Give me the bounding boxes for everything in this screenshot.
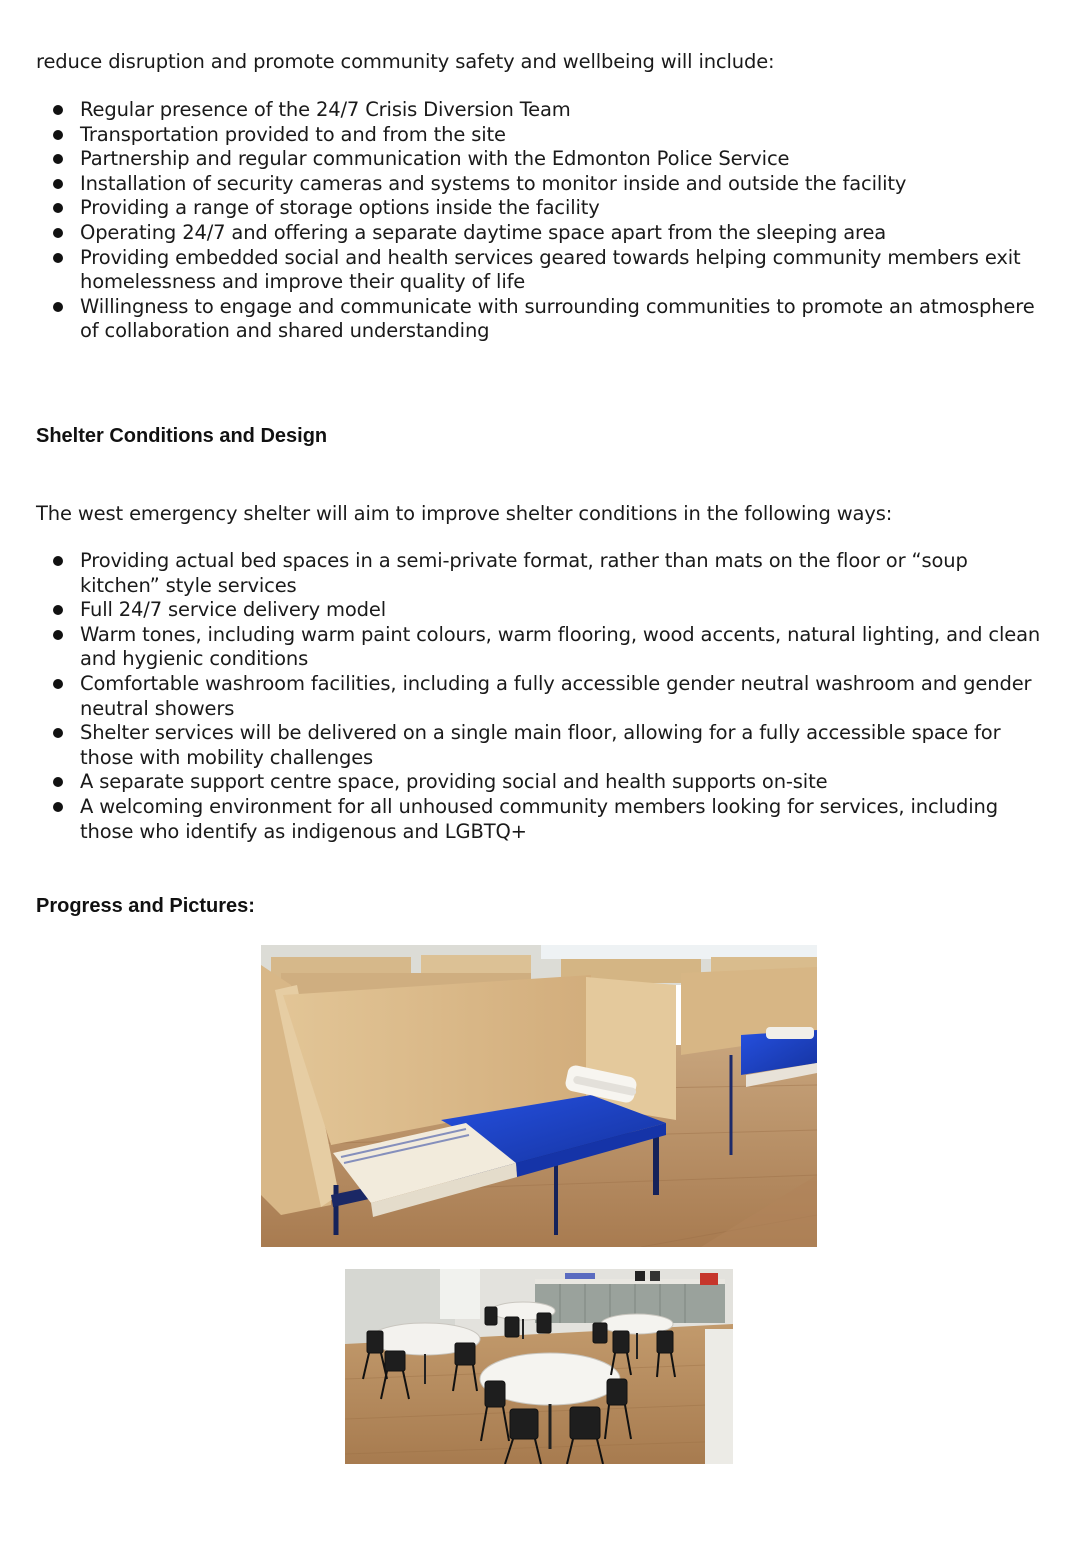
intro-text: reduce disruption and promote community safety and wellbeing will include:	[36, 50, 775, 73]
safety-measures-list	[36, 98, 1046, 344]
section-heading-progress: Progress and Pictures:	[36, 895, 255, 917]
bullet-icon	[53, 105, 63, 115]
bullet-icon	[53, 179, 63, 189]
bed-spaces-photo	[261, 945, 817, 1247]
list-item: A separate support centre space, providing social and health supports on-site	[36, 770, 1046, 795]
section-heading-shelter: Shelter Conditions and Design	[36, 425, 328, 447]
bullet-icon	[53, 203, 63, 213]
bullet-icon	[53, 777, 63, 787]
list-item: Installation of security cameras and systems to monitor inside and outside the facility	[36, 172, 1046, 197]
list-item: Operating 24/7 and offering a separate daytime space apart from the sleeping area	[36, 221, 1046, 246]
bullet-icon	[53, 802, 63, 812]
list-item: Comfortable washroom facilities, including a fully accessible gender neutral washroom and gender neutral showers	[36, 672, 1046, 721]
bullet-icon	[53, 302, 63, 312]
bullet-icon	[53, 228, 63, 238]
bullet-icon	[53, 679, 63, 689]
shelter-intro-text: The west emergency shelter will aim to improve shelter conditions in the following ways:	[36, 502, 893, 525]
list-item: Regular presence of the 24/7 Crisis Diversion Team	[36, 98, 1046, 123]
list-item: Willingness to engage and communicate with surrounding communities to promote an atmosphere of collaboration and shared understanding	[36, 295, 1046, 344]
list-item: Partnership and regular communication with the Edmonton Police Service	[36, 147, 1046, 172]
bullet-icon	[53, 556, 63, 566]
list-item: Providing embedded social and health services geared towards helping community members exit homelessness and improve their quality of life	[36, 246, 1046, 295]
list-item: Warm tones, including warm paint colours, warm flooring, wood accents, natural lighting, and clean and hygienic conditions	[36, 623, 1046, 672]
list-item: A welcoming environment for all unhoused community members looking for services, including those who identify as indigenous and LGBTQ+	[36, 795, 1046, 844]
list-item: Full 24/7 service delivery model	[36, 598, 1046, 623]
bullet-icon	[53, 253, 63, 263]
list-item: Providing actual bed spaces in a semi-private format, rather than mats on the floor or “soup kitchen” style services	[36, 549, 1046, 598]
bullet-icon	[53, 130, 63, 140]
support-space-photo	[345, 1269, 733, 1464]
list-item: Providing a range of storage options inside the facility	[36, 196, 1046, 221]
bullet-icon	[53, 728, 63, 738]
bullet-icon	[53, 605, 63, 615]
list-item: Transportation provided to and from the site	[36, 123, 1046, 148]
list-item: Shelter services will be delivered on a single main floor, allowing for a fully accessible space for those with mobility challenges	[36, 721, 1046, 770]
shelter-conditions-list	[36, 549, 1046, 844]
bullet-icon	[53, 630, 63, 640]
bullet-icon	[53, 154, 63, 164]
